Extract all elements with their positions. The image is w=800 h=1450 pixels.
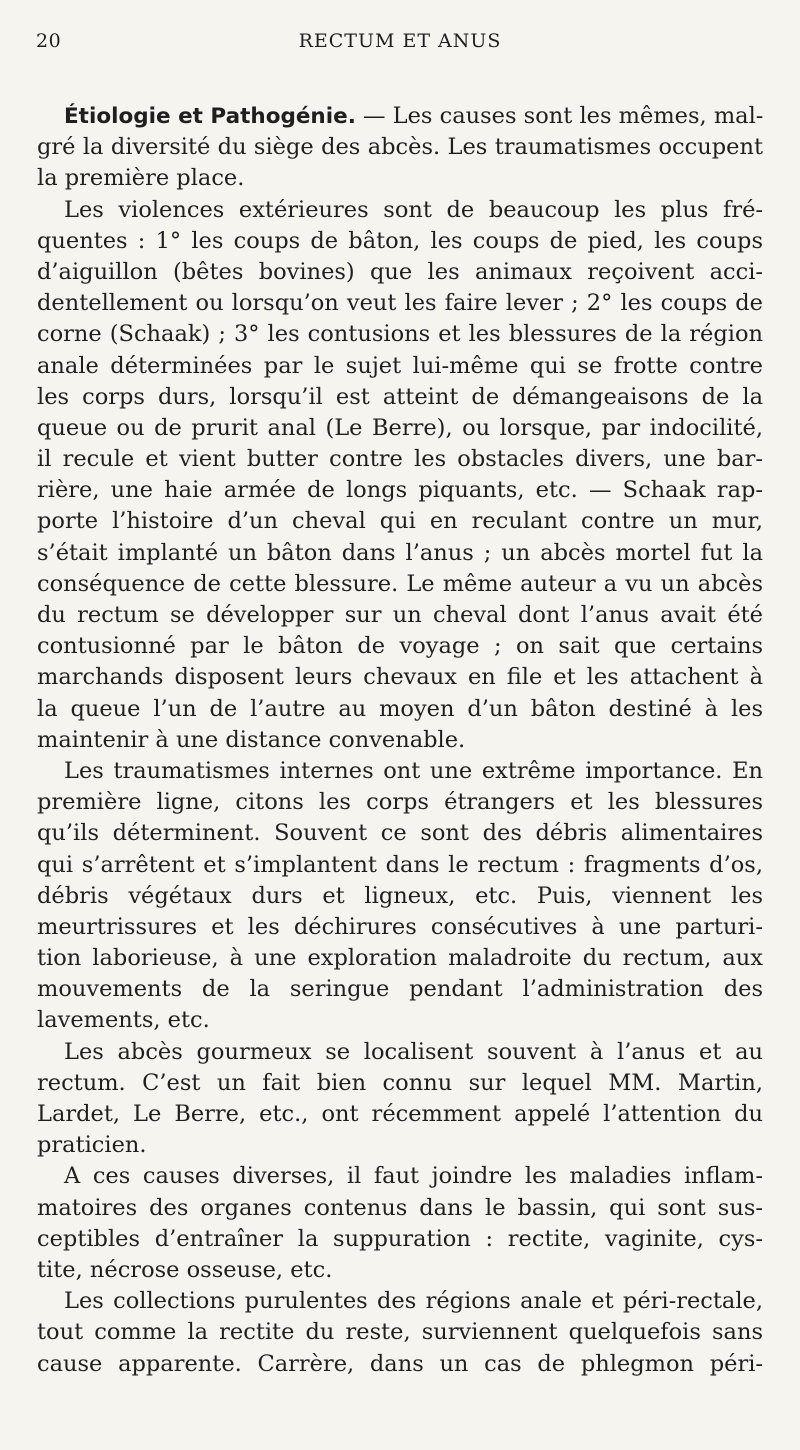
line-text: du rectum se développer sur un cheval dont l’anus avait été	[37, 602, 763, 628]
text-line	[37, 850, 763, 881]
text-line	[37, 257, 763, 288]
text-line	[37, 631, 763, 662]
text-line	[37, 1130, 763, 1161]
line-text: porte l’histoire d’un cheval qui en reculant contre un mur,	[37, 508, 763, 535]
text-line	[37, 756, 763, 787]
text-line	[37, 319, 763, 350]
line-text: Les traumatismes internes ont une extrême importance. En	[64, 757, 763, 784]
text-line	[37, 569, 763, 600]
text-line	[37, 1037, 763, 1068]
text-line	[37, 132, 763, 163]
line-text: — Les causes sont les mêmes, mal-	[355, 103, 764, 129]
text-line	[37, 506, 763, 537]
line-text: mouvements de la seringue pendant l’administration des	[37, 976, 763, 1003]
line-text: tite, nécrose osseuse, etc.	[37, 1256, 333, 1283]
text-line	[37, 974, 763, 1005]
line-text: rière, une haie armée de longs piquants, etc. — Schaak rap-	[37, 477, 763, 504]
text-line	[37, 725, 763, 756]
text-line	[37, 413, 763, 444]
text-line	[37, 943, 763, 974]
text-line	[37, 1005, 763, 1036]
line-text: queue ou de prurit anal (Le Berre), ou lorsque, par indocilité,	[37, 414, 763, 441]
line-text: lavements, etc.	[37, 1007, 210, 1034]
text-line	[37, 382, 763, 413]
line-text: débris végétaux durs et ligneux, etc. Puis, viennent les	[37, 882, 763, 909]
line-text: cause apparente. Carrère, dans un cas de phlegmon péri-	[37, 1350, 763, 1377]
line-text: quentes : 1° les coups de bâton, les coups de pied, les coups	[37, 227, 763, 254]
page-header	[36, 30, 764, 60]
text-line	[37, 881, 763, 912]
line-text: gré la diversité du siège des abcès. Les traumatismes occupent	[37, 134, 763, 161]
text-line	[37, 1286, 763, 1317]
text-line	[37, 1161, 763, 1192]
line-text: qu’ils déterminent. Souvent ce sont des débris alimentaires	[37, 820, 763, 847]
line-text: conséquence de cette blessure. Le même auteur a vu un abcès	[37, 570, 763, 597]
line-text: anale déterminées par le sujet lui-même qui se frotte contre	[37, 352, 763, 379]
line-text: la queue l’un de l’autre au moyen d’un bâton destiné à les	[37, 695, 763, 722]
line-text: marchands disposent leurs chevaux en file et les attachent à	[37, 664, 763, 691]
line-text: Lardet, Le Berre, etc., ont récemment appelé l’attention du	[37, 1101, 763, 1127]
text-line	[37, 787, 763, 818]
page-number: 20	[36, 30, 62, 52]
line-text: tion laborieuse, à une exploration maladroite du rectum, aux	[37, 945, 763, 972]
line-text: matoires des organes contenus dans le bassin, qui sont sus-	[37, 1194, 763, 1221]
line-text: maintenir à une distance convenable.	[37, 726, 466, 753]
text-line	[37, 694, 763, 725]
line-text: il recule et vient butter contre les obstacles divers, une bar-	[37, 446, 763, 473]
text-line	[37, 444, 763, 475]
line-text: rectum. C’est un fait bien connu sur lequel MM. Martin,	[37, 1069, 763, 1096]
text-line	[37, 662, 763, 693]
line-text: A ces causes diverses, il faut joindre les maladies inflam-	[64, 1163, 763, 1190]
line-text: meurtrissures et les déchirures consécutives à une parturi-	[37, 913, 763, 940]
line-text: qui s’arrêtent et s’implantent dans le rectum : fragments d’os,	[37, 851, 763, 878]
section-body	[37, 101, 763, 1380]
text-line	[37, 195, 763, 226]
text-line	[37, 288, 763, 319]
text-line	[37, 1317, 763, 1348]
text-line	[37, 351, 763, 382]
line-text: corne (Schaak) ; 3° les contusions et les blessures de la région	[37, 321, 763, 348]
line-text: Les violences extérieures sont de beaucoup les plus fré-	[64, 196, 763, 223]
line-text: tout comme la rectite du reste, surviennent quelquefois sans	[37, 1319, 763, 1346]
text-line	[37, 538, 763, 569]
running-title: RECTUM ET ANUS	[298, 30, 502, 52]
line-text: d’aiguillon (bêtes bovines) que les animaux reçoivent acci-	[37, 258, 763, 285]
line-text: praticien.	[37, 1132, 147, 1159]
line-text: ceptibles d’entraîner la suppuration : rectite, vaginite, cys-	[37, 1225, 763, 1252]
line-text: Les collections purulentes des régions anale et péri-rectale,	[64, 1288, 763, 1315]
line-text: première ligne, citons les corps étrangers et les blessures	[37, 789, 763, 816]
text-line	[37, 1349, 763, 1380]
line-text: Les abcès gourmeux se localisent souvent à l’anus et au	[64, 1038, 763, 1065]
section-heading: Étiologie et Pathogénie.	[64, 104, 356, 129]
text-line	[37, 101, 763, 132]
text-line	[37, 1099, 763, 1130]
text-line	[37, 226, 763, 257]
text-line	[37, 1193, 763, 1224]
line-text: dentellement ou lorsqu’on veut les faire lever ; 2° les coups de	[37, 290, 763, 317]
line-text: contusionné par le bâton de voyage ; on sait que certains	[37, 633, 763, 660]
text-line	[37, 600, 763, 631]
line-text: la première place.	[37, 165, 245, 192]
text-line	[37, 1224, 763, 1255]
text-line	[37, 818, 763, 849]
text-line	[37, 475, 763, 506]
text-line	[37, 1068, 763, 1099]
line-text: les corps durs, lorsqu’il est atteint de démangeaisons de la	[37, 383, 763, 410]
text-line	[37, 912, 763, 943]
text-line	[37, 1255, 763, 1286]
text-line	[37, 163, 763, 194]
line-text: s’était implanté un bâton dans l’anus ; un abcès mortel fut la	[37, 539, 763, 566]
